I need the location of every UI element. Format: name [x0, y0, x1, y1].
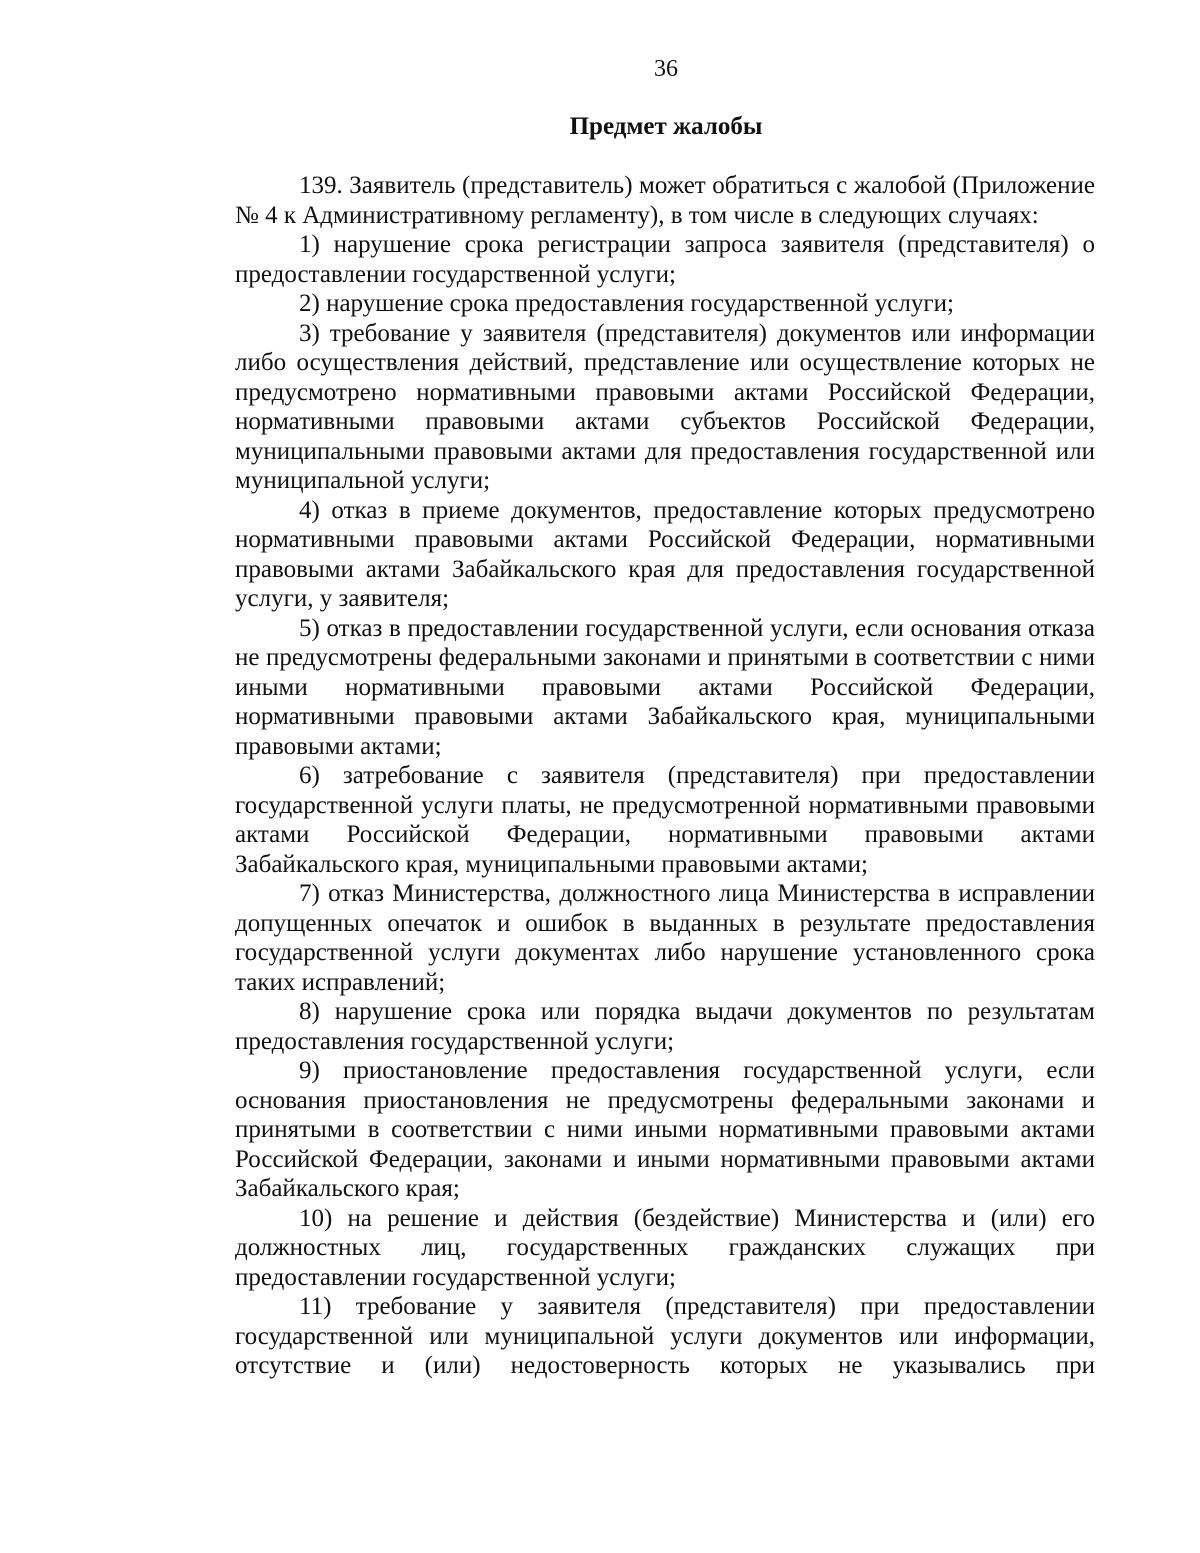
- list-item-7: 7) отказ Министерства, должностного лица Министерства в исправлении допущенных опечаток и ошибок в выданных в результате предоставления государственной услуги документах либо нарушение установленного срока таких исправлений;: [235, 880, 1095, 996]
- list-item-11: 11) требование у заявителя (представителя) при предоставлении государственной или муниципальной услуги документов или информации, отсутствие и (или) недостоверность которых не указывались при: [235, 1293, 1095, 1379]
- page-number: 36: [654, 56, 678, 82]
- document-body: [235, 171, 1095, 1381]
- list-item-10: 10) на решение и действия (бездействие) Министерства и (или) его должностных лиц, государственных гражданских служащих при предоставлении государственной услуги;: [235, 1204, 1095, 1291]
- list-item-4: 4) отказ в приеме документов, предоставление которых предусмотрено нормативными правовыми актами Российской Федерации, нормативными правовыми актами Забайкальского края для предоставления государственной услуги, у заявителя;: [235, 496, 1095, 612]
- list-item-6: 6) затребование с заявителя (представителя) при предоставлении государственной услуги платы, не предусмотренной нормативными правовыми актами Российской Федерации, нормативными правовыми актами Забайкальского края, муниципальными правовыми актами;: [235, 762, 1095, 878]
- list-item-1: 1) нарушение срока регистрации запроса заявителя (представителя) о предоставлении государственной услуги;: [235, 231, 1095, 288]
- list-item-5: 5) отказ в предоставлении государственной услуги, если основания отказа не предусмотрены федеральными законами и принятыми в соответствии с ними иными нормативными правовыми актами Российской Федерации, нормативными правовыми актами Забайкальского края, муниципальными правовыми актами;: [235, 614, 1095, 760]
- list-item-3: 3) требование у заявителя (представителя) документов или информации либо осуществления действий, представление или осуществление которых не предусмотрено нормативными правовыми актами Российской Федерации, нормативными правовыми актами субъектов Российской Федерации, муниципальными правовыми актами для предоставления государственной или муниципальной услуги;: [235, 319, 1095, 494]
- paragraph-139: 139. Заявитель (представитель) может обратиться с жалобой (Приложение № 4 к Административному регламенту), в том числе в следующих случаях:: [235, 172, 1095, 229]
- section-heading: Предмет жалобы: [569, 113, 763, 140]
- list-item-9: 9) приостановление предоставления государственной услуги, если основания приостановления не предусмотрены федеральными законами и принятыми в соответствии с ними иными нормативными правовыми актами Российской Федерации, законами и иными нормативными правовыми актами Забайкальского края;: [235, 1057, 1095, 1202]
- list-item-8: 8) нарушение срока или порядка выдачи документов по результатам предоставления государственной услуги;: [235, 998, 1095, 1055]
- list-item-2: 2) нарушение срока предоставления государственной услуги;: [299, 290, 954, 317]
